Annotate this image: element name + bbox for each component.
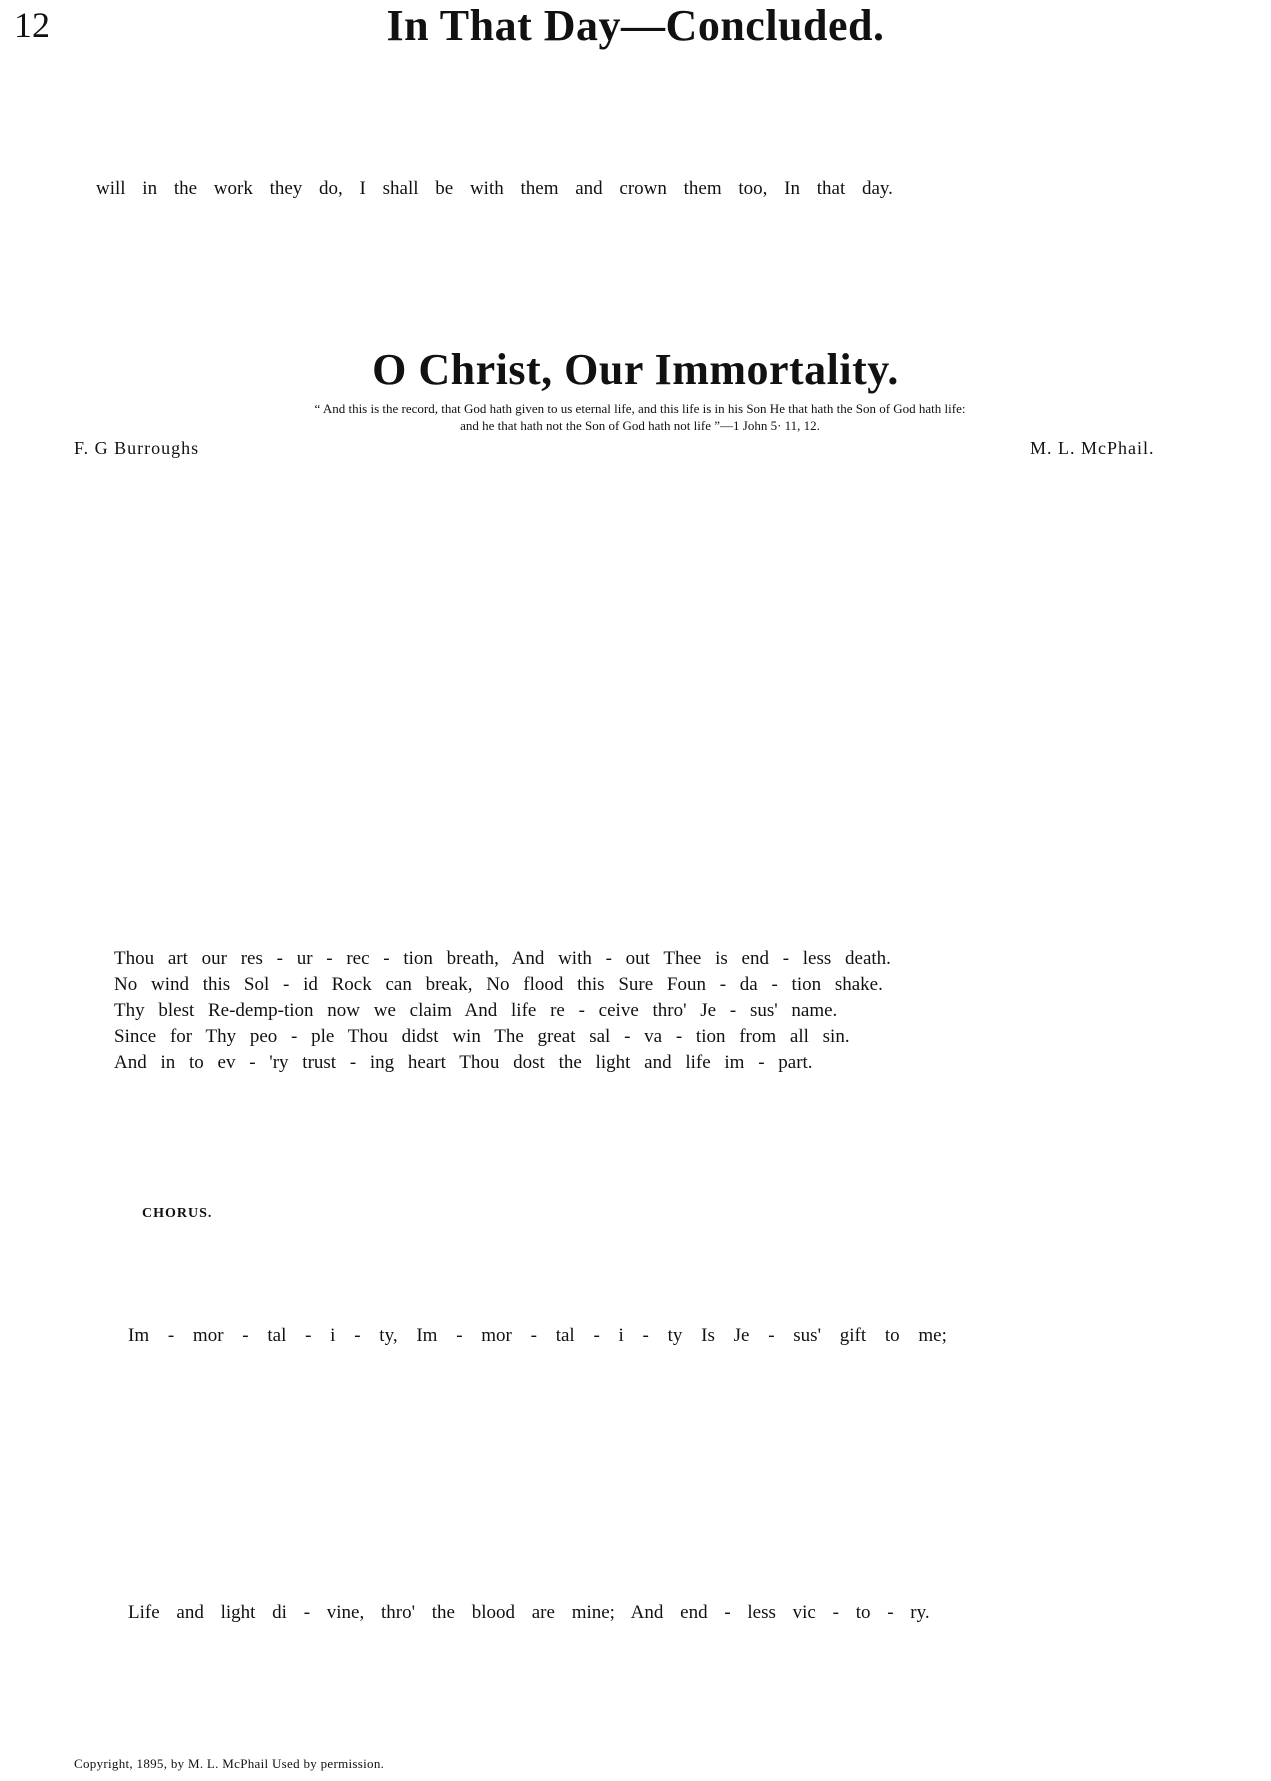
- chorus-label: CHORUS.: [142, 1206, 213, 1221]
- final-bass-staff: [0, 1626, 1271, 1736]
- chorus-lyrics-1: Im - mor - tal - i - ty, Im - mor - tal - i - ty Is Je - sus' gift to me;: [128, 1325, 947, 1346]
- song1-treble-staff: [0, 60, 1271, 150]
- chorus-treble-staff: [0, 1222, 1271, 1322]
- verse-part2-1: Thou art our res - ur - rec - tion breath, And with - out Thee is end - less death.: [114, 948, 891, 969]
- copyright-notice: Copyright, 1895, by M. L. McPhail Used by permission.: [74, 1756, 385, 1771]
- song1-bass-staff: [0, 205, 1271, 315]
- page-number: 12: [14, 5, 50, 45]
- song2-title: O Christ, Our Immortality.: [372, 345, 899, 394]
- system1-bass-staff: [0, 718, 1271, 828]
- final-treble-staff: [0, 1488, 1271, 1588]
- system2-bass-staff: [0, 1082, 1271, 1192]
- chorus-lyrics-2: Life and light di - vine, thro' the blood are mine; And end - less vic - to - ry.: [128, 1602, 930, 1623]
- system2-treble-staff: [0, 832, 1271, 932]
- epigraph-line-2: and he that hath not the Son of God hath not life ”—1 John 5· 11, 12.: [460, 418, 820, 433]
- song1-title: In That Day—Concluded.: [386, 1, 885, 50]
- verse-part2-5: And in to ev - 'ry trust - ing heart Thou dost the light and life im - part.: [114, 1052, 813, 1073]
- song1-lyrics: will in the work they do, I shall be with them and crown them too, In that day.: [96, 178, 893, 199]
- verse-part2-3: Thy blest Re-demp-tion now we claim And life re - ceive thro' Je - sus' name.: [114, 1000, 838, 1021]
- chorus-bass-staff: [0, 1352, 1271, 1452]
- lyricist-credit: F. G Burroughs: [74, 438, 200, 458]
- epigraph-line-1: “ And this is the record, that God hath given to us eternal life, and this life is in his Son He that hath the Son of God hath life:: [314, 401, 966, 416]
- verse-part2-4: Since for Thy peo - ple Thou didst win The great sal - va - tion from all sin.: [114, 1026, 850, 1047]
- verse-part2-2: No wind this Sol - id Rock can break, No flood this Sure Foun - da - tion shake.: [114, 974, 883, 995]
- system1-treble-staff: [0, 470, 1271, 570]
- verses-part1: [0, 582, 1271, 712]
- composer-credit: M. L. McPhail.: [1030, 438, 1155, 458]
